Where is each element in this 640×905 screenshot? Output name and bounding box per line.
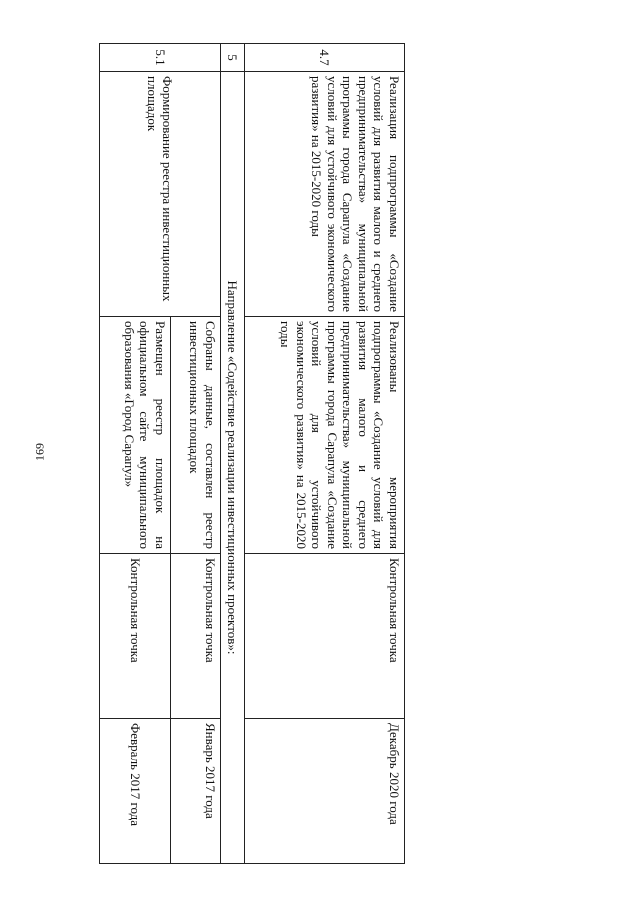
table-row-4-7 (245, 44, 405, 864)
type-cell-5-1-a: Контрольная точка (171, 554, 221, 719)
result-cell-5-1-a: Собраны данные, составлен реестр инвестиционных площадок (171, 317, 221, 554)
row-number-5: 5 (221, 44, 245, 72)
plan-table (99, 43, 405, 864)
deadline-cell-5-1-b: Февраль 2017 года (100, 719, 171, 864)
row-number-5-1: 5.1 (100, 44, 221, 72)
deadline-cell-4-7: Декабрь 2020 года (245, 719, 405, 864)
table-row-5 (221, 44, 245, 864)
table-area (100, 43, 405, 863)
type-cell-4-7: Контрольная точка (245, 554, 405, 719)
table-row-5-1a (171, 44, 221, 864)
rotated-table-wrapper (100, 43, 405, 863)
page-number: 169 (32, 443, 47, 461)
deadline-cell-5-1-a: Январь 2017 года (171, 719, 221, 864)
task-cell-4-7: Реализация подпрограммы «Создание условий для развития малого и среднего предпринимательства» муниципальной программы города Сарапула «Создание условий для устойчивого экономического развития» на 2015-2020 годы (245, 72, 405, 317)
section-heading-5: Направление «Содействие реализации инвестиционных проектов»: (221, 72, 245, 864)
result-cell-4-7: Реализованы мероприятия подпрограммы «Создание условий для развития малого и среднего предпринимательства» муниципальной программы города Сарапула «Создание условий для устойчивого экономического развития» на 2015-2020 годы (245, 317, 405, 554)
result-cell-5-1-b: Размещен реестр площадок на официальном сайте муниципального образования «Город Сарапул» (100, 317, 171, 554)
type-cell-5-1-b: Контрольная точка (100, 554, 171, 719)
row-number-4-7: 4.7 (245, 44, 405, 72)
task-cell-5-1: Формирование реестра инвестиционных площадок (100, 72, 221, 317)
